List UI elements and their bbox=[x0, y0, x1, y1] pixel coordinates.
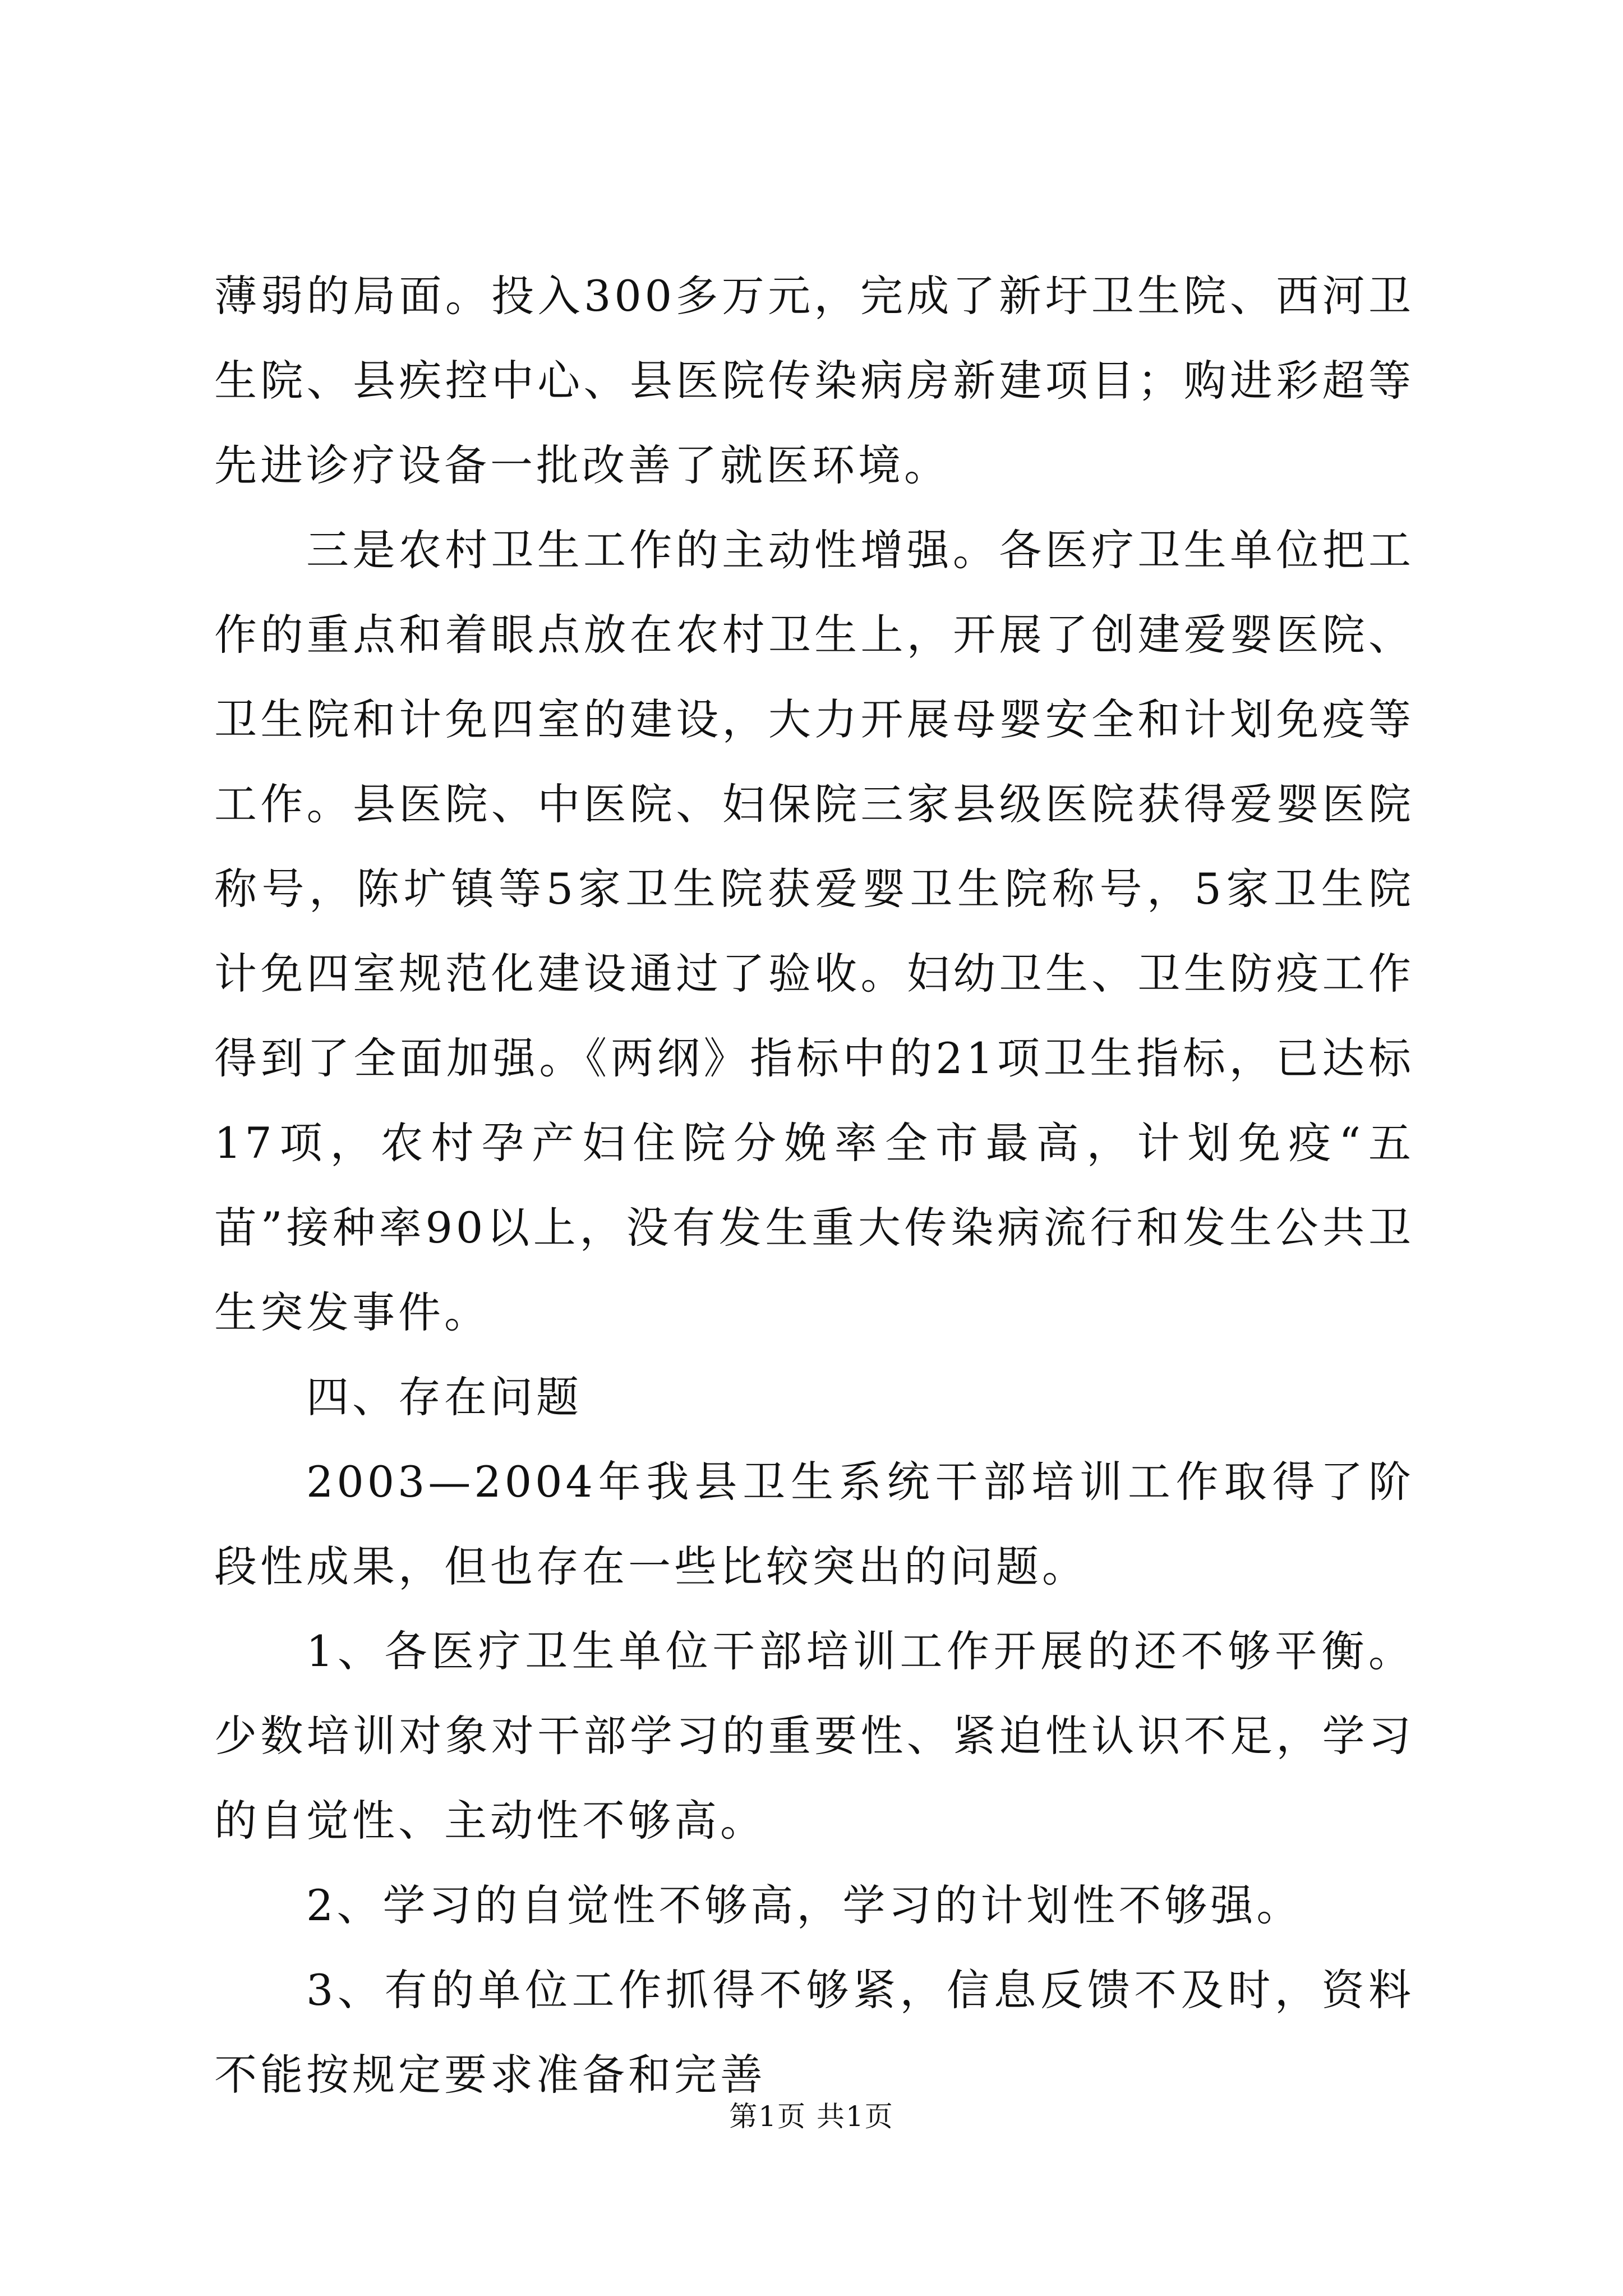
section-heading: 四、存在问题 bbox=[306, 1372, 582, 1422]
page-footer: 第1页 共1页 bbox=[729, 2100, 894, 2133]
document-body bbox=[214, 254, 1414, 2117]
paragraph-2: 三是农村卫生工作的主动性增强。各医疗卫生单位把工作的重点和着眼点放在农村卫生上，开展了创建爱婴医院、卫生院和计免四室的建设，大力开展母婴安全和计划免疫等工作。县医院、中医院、妇保院三家县级医院获得爱婴医院称号，陈圹镇等5家卫生院获爱婴卫生院称号，5家卫生院计免四室规范化建设通过了验收。妇幼卫生、卫生防疫工作得到了全面加强。《两纲》指标中的21项卫生指标，已达标17项，农村孕产妇住院分娩率全市最高，计划免疫“五苗”接种率90以上，没有发生重大传染病流行和发生公共卫生突发事件。 bbox=[214, 525, 1414, 1337]
list-item-2: 2、学习的自觉性不够高，学习的计划性不够强。 bbox=[306, 1880, 1303, 1930]
list-item-3: 3、有的单位工作抓得不够紧，信息反馈不及时，资料不能按规定要求准备和完善 bbox=[214, 1965, 1414, 2100]
paragraph-3: 2003—2004年我县卫生系统干部培训工作取得了阶段性成果，但也存在一些比较突出的问题。 bbox=[214, 1457, 1414, 1591]
paragraph-1: 薄弱的局面。投入300多万元，完成了新圩卫生院、西河卫生院、县疾控中心、县医院传染病房新建项目；购进彩超等先进诊疗设备一批改善了就医环境。 bbox=[214, 271, 1414, 490]
list-item-1: 1、各医疗卫生单位干部培训工作开展的还不够平衡。少数培训对象对干部学习的重要性、紧迫性认识不足，学习的自觉性、主动性不够高。 bbox=[214, 1626, 1414, 1846]
